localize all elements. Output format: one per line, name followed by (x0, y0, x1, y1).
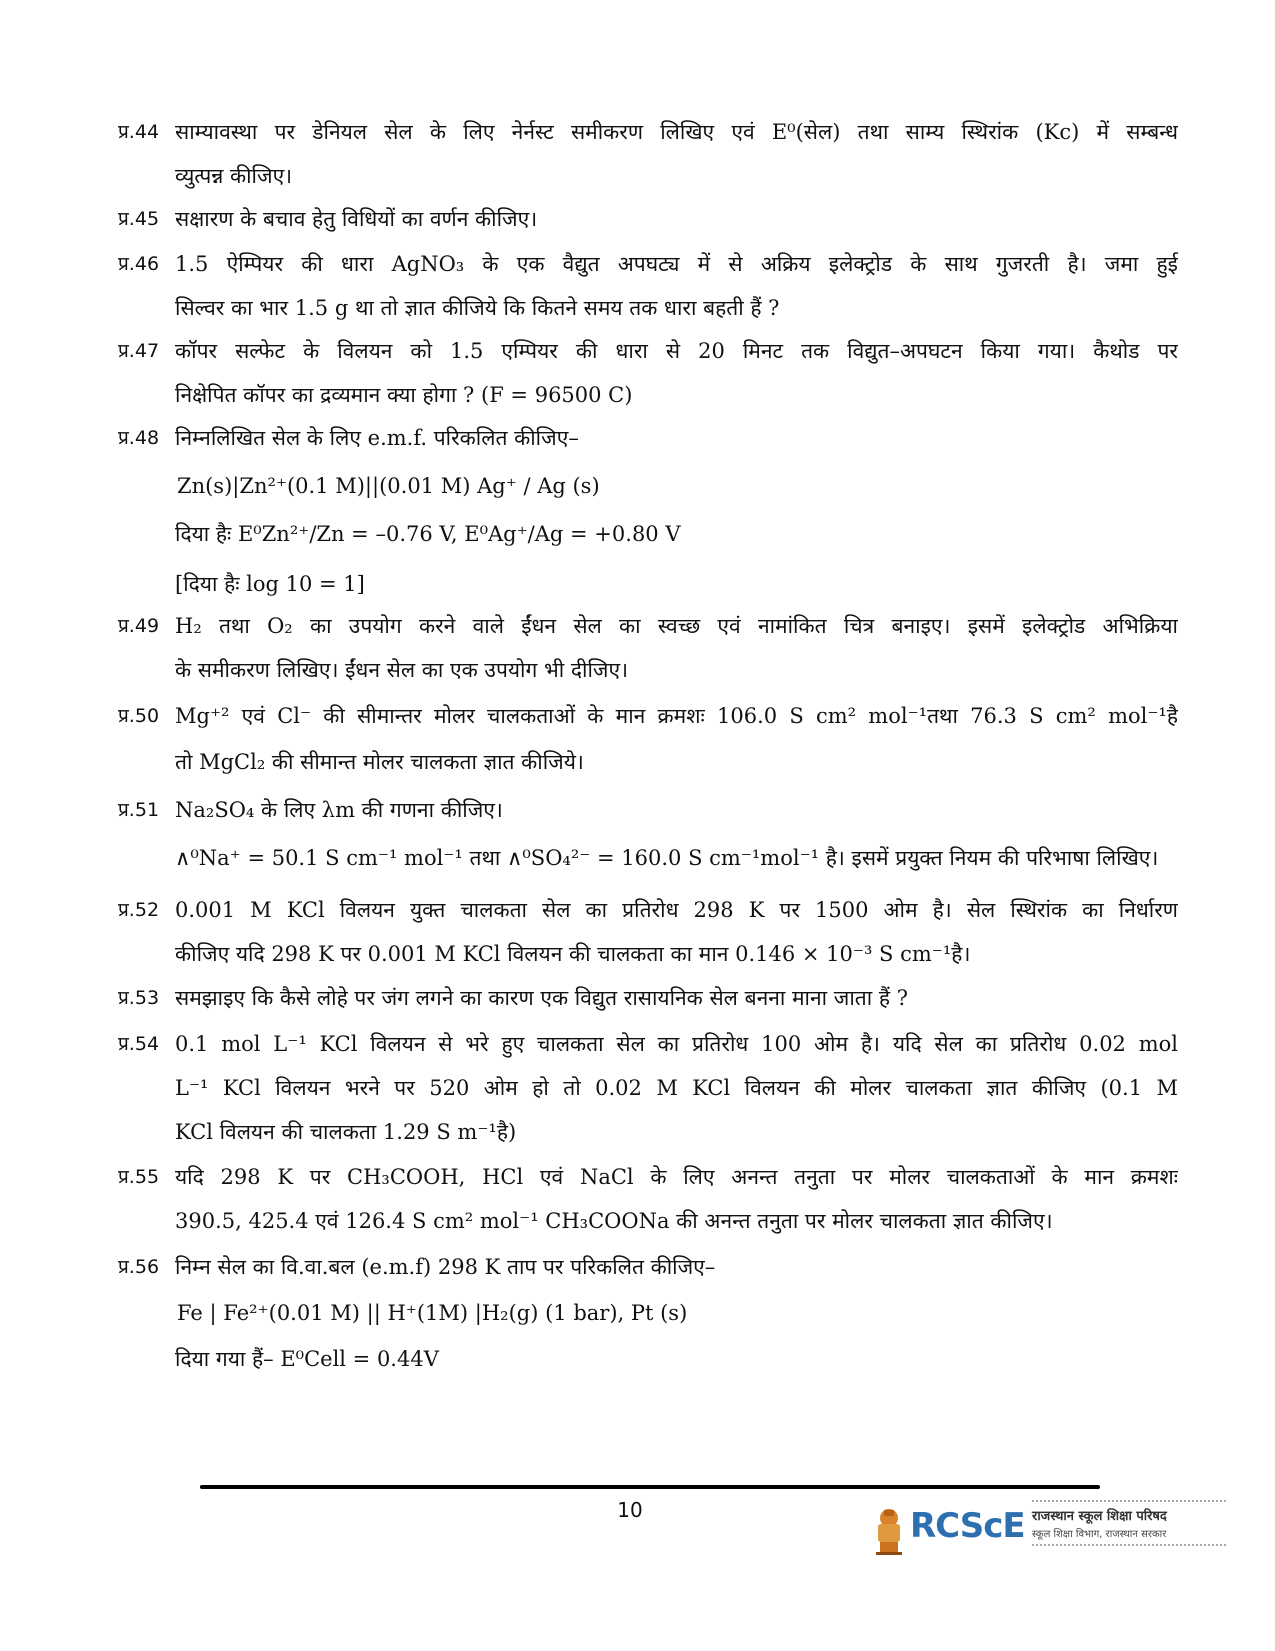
emblem-icon (872, 1502, 906, 1556)
question-number: प्र.44 (118, 121, 160, 143)
question-text (175, 796, 1178, 872)
given-values: दिया हैः E⁰Zn²⁺/Zn = –0.76 V, E⁰Ag⁺/Ag = +0.80 V (175, 522, 681, 546)
question-line: KCl विलयन की चालकता 1.29 S m⁻¹है) (175, 1120, 517, 1144)
question-text (175, 424, 1178, 598)
question-line: निम्नलिखित सेल के लिए e.m.f. परिकलित कीजिए– (175, 426, 579, 450)
org-name: राजस्थान स्कूल शिक्षा परिषद (1032, 1509, 1167, 1524)
question-number: प्र.50 (118, 705, 160, 727)
question-number: प्र.54 (118, 1033, 160, 1055)
question-number: प्र.51 (118, 799, 160, 821)
question-text (175, 1253, 1178, 1373)
given-log: [दिया हैः log 10 = 1] (175, 572, 365, 596)
question-number: प्र.45 (118, 208, 160, 230)
logo-wordmark: RCScE (910, 1506, 1025, 1546)
question-number: प्र.49 (118, 615, 160, 637)
question-text (175, 337, 1178, 409)
question-line: L⁻¹ KCl विलयन भरने पर 520 ओम हो तो 0.02 M KCl विलयन की मोलर चालकता ज्ञात कीजिए (0.1 M (175, 1076, 1178, 1100)
question-line: कॉपर सल्फेट के विलयन को 1.5 एम्पियर की धारा से 20 मिनट तक विद्युत–अपघटन किया गया। कैथोड पर (175, 339, 1178, 363)
question-line: 1.5 ऐम्पियर की धारा AgNO₃ के एक वैद्युत अपघट्य में से अक्रिय इलेक्ट्रोड के साथ गुजरती है। जमा हुई (175, 252, 1178, 276)
question-line: समझाइए कि कैसे लोहे पर जंग लगने का कारण एक विद्युत रासायनिक सेल बनना माना जाता हैं ? (175, 986, 908, 1010)
question-number: प्र.52 (118, 899, 160, 921)
question-line: ∧⁰Na⁺ = 50.1 S cm⁻¹ mol⁻¹ तथा ∧⁰SO₄²⁻ = 160.0 S cm⁻¹mol⁻¹ है। इसमें प्रयुक्त नियम की परिभाषा लिखिए। (175, 846, 1159, 870)
question-text (175, 250, 1178, 322)
footer-divider (200, 1485, 1100, 1489)
question-line: सिल्वर का भार 1.5 g था तो ज्ञात कीजिये कि कितने समय तक धारा बहती हैं ? (175, 296, 780, 320)
question-line: सक्षारण के बचाव हेतु विधियों का वर्णन कीजिए। (175, 207, 538, 231)
question-number: प्र.55 (118, 1166, 160, 1188)
page-number: 10 (617, 1498, 643, 1522)
question-text (175, 1163, 1178, 1235)
question-text (175, 205, 1178, 233)
logo-decoration (1032, 1500, 1227, 1502)
question-line: तो MgCl₂ की सीमान्त मोलर चालकता ज्ञात कीजिये। (175, 750, 584, 774)
question-line: कीजिए यदि 298 K पर 0.001 M KCl विलयन की चालकता का मान 0.146 × 10⁻³ S cm⁻¹है। (175, 942, 971, 966)
logo-decoration (1032, 1544, 1227, 1546)
given-values: दिया गया हैं– E⁰Cell = 0.44V (175, 1347, 439, 1371)
question-line: निक्षेपित कॉपर का द्रव्यमान क्या होगा ? (F = 96500 C) (175, 383, 633, 407)
question-text (175, 896, 1178, 968)
question-line: 0.001 M KCl विलयन युक्त चालकता सेल का प्रतिरोध 298 K पर 1500 ओम है। सेल स्थिरांक का निर्धारण (175, 898, 1178, 922)
question-text (175, 612, 1178, 684)
question-text (175, 1030, 1178, 1146)
question-text (175, 118, 1178, 190)
cell-notation: Zn(s)|Zn²⁺(0.1 M)||(0.01 M) Ag⁺ / Ag (s) (177, 474, 600, 498)
question-number: प्र.56 (118, 1256, 160, 1278)
question-line: Mg⁺² एवं Cl⁻ की सीमान्तर मोलर चालकताओं के मान क्रमशः 106.0 S cm² mol⁻¹तथा 76.3 S cm² mol⁻¹है (175, 704, 1178, 728)
question-number: प्र.46 (118, 253, 160, 275)
question-line: 390.5, 425.4 एवं 126.4 S cm² mol⁻¹ CH₃COONa की अनन्त तनुता पर मोलर चालकता ज्ञात कीजिए। (175, 1209, 1053, 1233)
question-line: के समीकरण लिखिए। ईंधन सेल का एक उपयोग भी दीजिए। (175, 658, 629, 682)
question-text (175, 984, 1178, 1012)
cell-notation: Fe | Fe²⁺(0.01 M) || H⁺(1M) |H₂(g) (1 bar), Pt (s) (177, 1301, 688, 1325)
question-line: साम्यावस्था पर डेनियल सेल के लिए नेर्नस्ट समीकरण लिखिए एवं E⁰(सेल) तथा साम्य स्थिरांक (Kc) में सम्बन्ध (175, 120, 1178, 144)
question-line: व्युत्पन्न कीजिए। (175, 164, 293, 188)
question-line: 0.1 mol L⁻¹ KCl विलयन से भरे हुए चालकता सेल का प्रतिरोध 100 ओम है। यदि सेल का प्रतिरोध 0.02 mol (175, 1032, 1178, 1056)
rcsce-logo (872, 1500, 1232, 1560)
question-number: प्र.47 (118, 340, 160, 362)
question-number: प्र.48 (118, 427, 160, 449)
question-line: यदि 298 K पर CH₃COOH, HCl एवं NaCl के लिए अनन्त तनुता पर मोलर चालकताओं के मान क्रमशः (175, 1165, 1178, 1189)
question-line: H₂ तथा O₂ का उपयोग करने वाले ईंधन सेल का स्वच्छ एवं नामांकित चित्र बनाइए। इसमें इलेक्ट्रोड अभिक्रिया (175, 614, 1178, 638)
question-line: निम्न सेल का वि.वा.बल (e.m.f) 298 K ताप पर परिकलित कीजिए– (175, 1255, 716, 1279)
question-number: प्र.53 (118, 987, 160, 1009)
question-line: Na₂SO₄ के लिए λm की गणना कीजिए। (175, 798, 503, 822)
org-subtitle: स्कूल शिक्षा विभाग, राजस्थान सरकार (1032, 1529, 1167, 1540)
question-text (175, 702, 1178, 776)
